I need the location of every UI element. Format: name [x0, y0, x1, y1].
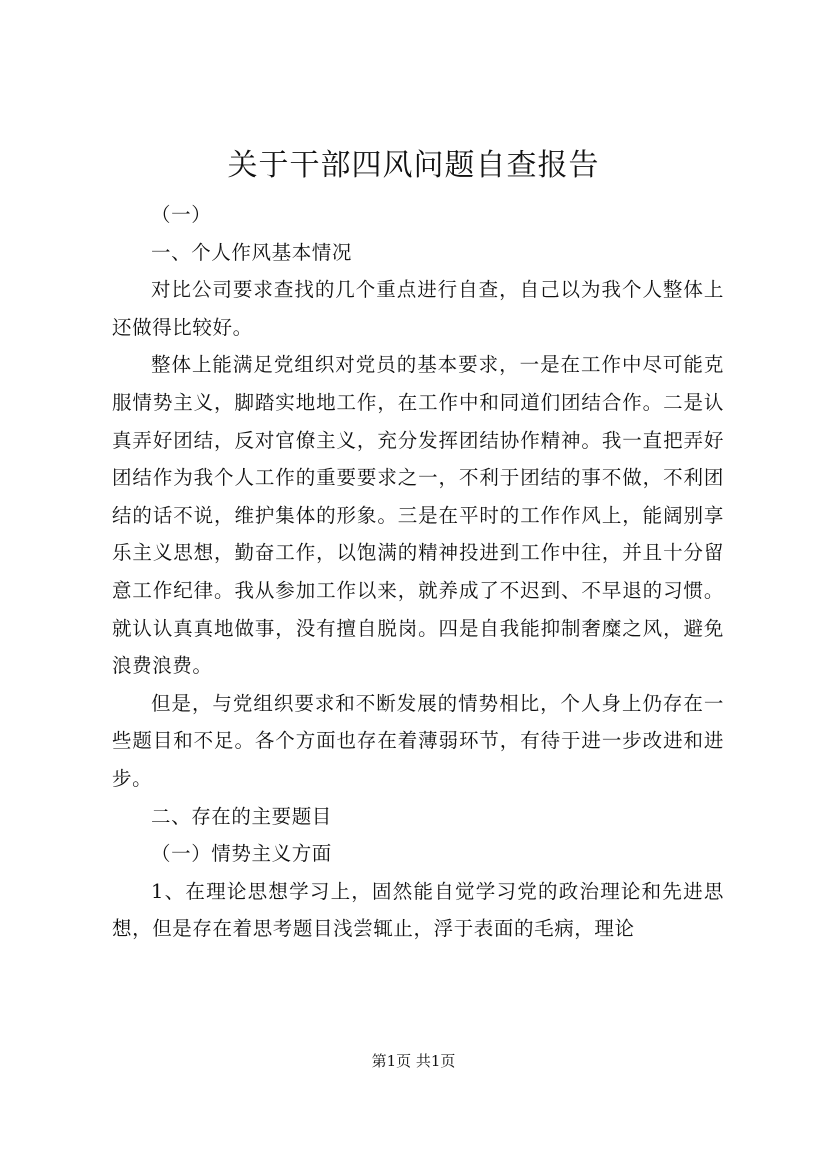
document-body	[112, 196, 724, 948]
body-paragraph: 整体上能满足党组织对党员的基本要求，一是在工作中尽可能克服情势主义，脚踏实地地工作，在工作中和同道们团结合作。二是认真弄好团结，反对官僚主义，充分发挥团结协作精神。我一直把弄好团结作为我个人工作的重要要求之一，不利于团结的事不做，不利团结的话不说，维护集体的形象。三是在平时的工作作风上，能阔别享乐主义思想，勤奋工作，以饱满的精神投进到工作中往，并且十分留意工作纪律。我从参加工作以来，就养成了不迟到、不早退的习惯。就认认真真地做事，没有擅自脱岗。四是自我能抑制奢糜之风，避免浪费浪费。	[112, 353, 724, 678]
section-heading: 一、个人作风基本情况	[151, 240, 353, 264]
body-paragraph: 对比公司要求查找的几个重点进行自查，自己以为我个人整体上还做得比较好。	[112, 278, 724, 339]
page-number-footer: 第1页 共1页	[371, 1052, 456, 1070]
section-marker: （一）	[151, 203, 212, 226]
section-heading: 二、存在的主要题目	[151, 804, 332, 828]
subsection-heading: （一）情势主义方面	[151, 842, 332, 866]
body-paragraph: 但是，与党组织要求和不断发展的情势相比，个人身上仍存在一些题目和不足。各个方面也存在着薄弱环节，有待于进一步改进和进步。	[112, 691, 724, 790]
body-paragraph: 1、在理论思想学习上，固然能自觉学习党的政治理论和先进思想，但是存在着思考题目浅尝辄止，浮于表面的毛病，理论	[112, 879, 724, 941]
document-title: 关于干部四风问题自查报告	[227, 148, 600, 183]
